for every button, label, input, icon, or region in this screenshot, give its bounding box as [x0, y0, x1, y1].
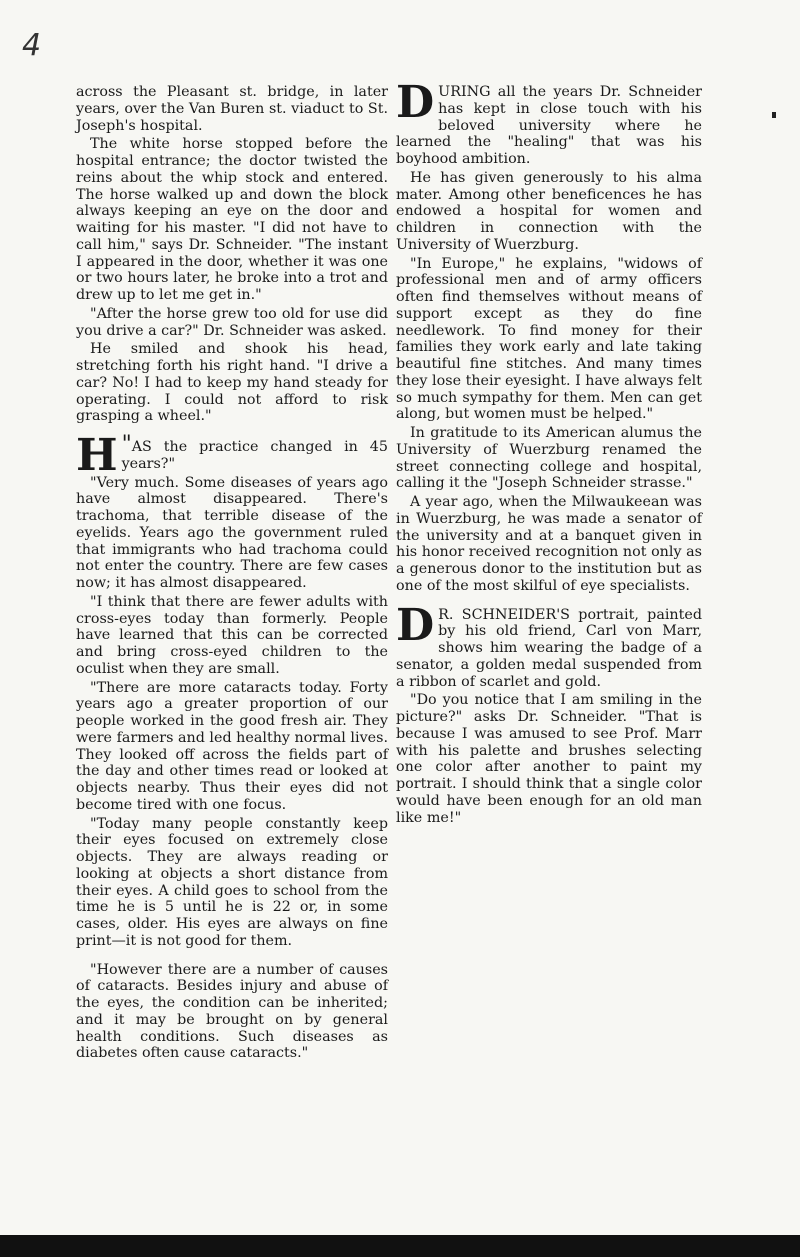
right-paragraph-6-text: R. SCHNEIDER'S portrait, painted by his old friend, Carl von Marr, shows him wearing the badge of a senator, a golden medal suspended from a ribbon of scarlet and gold. — [396, 606, 702, 690]
left-paragraph-6: "Very much. Some diseases of years ago have almost disappeared. There's trachoma, that terrible disease of the eyelids. Years ago the government ruled that immigrants who had trachoma could not enter the country. There are few cases now; it has almost disappeared. — [76, 474, 388, 591]
left-paragraph-4: He smiled and shook his head, stretching forth his right hand. "I drive a car? No! I had to keep my hand steady for operating. I could not afford to risk grasping a wheel." — [76, 341, 388, 425]
drop-cap-d: D — [396, 77, 435, 128]
right-paragraph-7: "Do you notice that I am smiling in the picture?" asks Dr. Schneider. "That is because I was amused to see Prof. Marr with his palette and brushes selecting one color after another to paint my portrait. I should think that a single color would have been enough for an old man like me!" — [396, 692, 702, 826]
right-paragraph-3: "In Europe," he explains, "widows of professional men and of army officers often find themselves without means of support except as they do fine needlework. To find money for their families they work early and late taking beautiful fine stitches. And many times they lose their eyesight. I have always felt so much sympathy for them. Men can get along, but women must be helped." — [396, 255, 702, 423]
left-paragraph-8: "There are more cataracts today. Forty years ago a greater proportion of our people worked in the good fresh air. They were farmers and led healthy normal lives. They looked off across the fields part of the day and other times read or looked at objects nearby. Thus their eyes did not become tired with one focus. — [76, 679, 388, 813]
left-paragraph-3: "After the horse grew too old for use did you drive a car?" Dr. Schneider was asked. — [76, 305, 388, 339]
page-number: 4 — [22, 28, 42, 63]
right-paragraph-4: In gratitude to its American alumus the University of Wuerzburg renamed the street connecting college and hospital, calling it the "Joseph Schneider strasse." — [396, 425, 702, 492]
open-quote: " — [121, 432, 132, 457]
left-paragraph-10: "However there are a number of causes of cataracts. Besides injury and abuse of the eyes, the condition can be inherited; and it may be brought on by general health conditions. Such diseases as diabetes often cause cataracts." — [76, 961, 388, 1062]
left-paragraph-5 — [76, 430, 388, 481]
right-paragraph-2: He has given generously to his alma mater. Among other beneficences he has endowed a hospital for women and children in connection with the University of Wuerzburg. — [396, 169, 702, 253]
right-column — [396, 77, 702, 828]
right-paragraph-1 — [396, 77, 702, 168]
left-column — [76, 84, 388, 1064]
left-paragraph-7: "I think that there are fewer adults with cross-eyes today than formerly. People have learned that this can be corrected and bring cross-eyed children to the oculist when they are small. — [76, 593, 388, 677]
scan-edge — [0, 1235, 800, 1257]
left-paragraph-1: across the Pleasant st. bridge, in later years, over the Van Buren st. viaduct to St. Joseph's hospital. — [76, 84, 388, 134]
left-paragraph-5-text: AS the practice changed in 45 years?" — [121, 439, 388, 472]
left-paragraph-2: The white horse stopped before the hospital entrance; the doctor twisted the reins about the whip stock and entered. The horse walked up and down the block always keeping an eye on the door and waiting for his master. "I did not have to call him," says Dr. Schneider. "The instant I appeared in the door, whether it was one or two hours later, he broke into a trot and drew up to let me get in." — [76, 136, 388, 303]
right-paragraph-1-text: URING all the years Dr. Schneider has kept in close touch with his beloved university where he learned the "healing" that was his boyhood ambition. — [396, 84, 702, 167]
right-paragraph-5: A year ago, when the Milwaukeean was in Wuerzburg, he was made a senator of the university and at a banquet given in his honor received recognition not only as a generous donor to the institution but as one of the most skilful of eye specialists. — [396, 494, 702, 594]
right-paragraph-6 — [396, 599, 702, 691]
drop-cap-h: H — [76, 430, 118, 481]
margin-mark — [772, 112, 776, 118]
drop-cap-d-2: D — [396, 599, 435, 651]
left-paragraph-9: "Today many people constantly keep their eyes focused on extremely close objects. They are always reading or looking at objects a short distance from their eyes. A child goes to school from the time he is 5 until he is 22 or, in some cases, older. His eyes are always on fine print—it is not good for them. — [76, 815, 388, 949]
